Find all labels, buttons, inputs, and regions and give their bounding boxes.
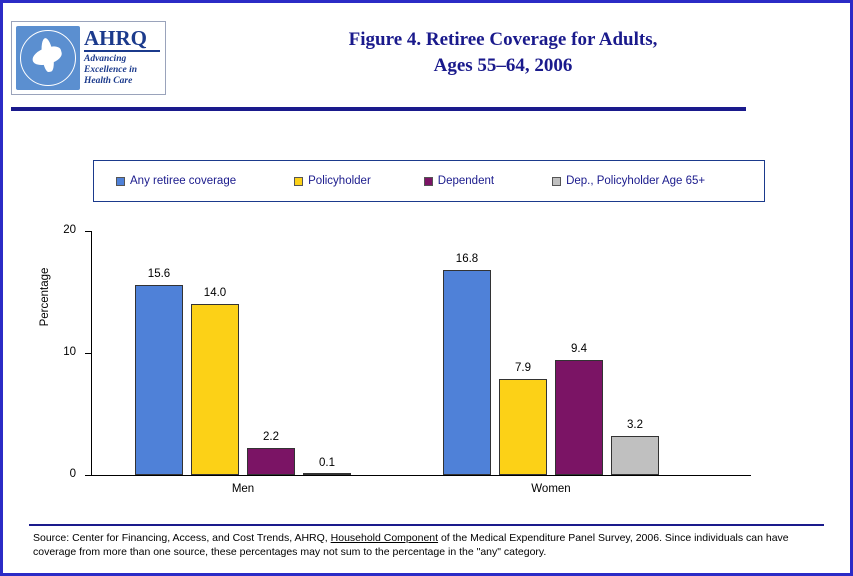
bar (611, 436, 659, 475)
page-title (173, 27, 833, 79)
bar (499, 379, 547, 475)
legend-label: Policyholder (308, 175, 371, 187)
bar (443, 270, 491, 475)
source-text-pre: Source: Center for Financing, Access, and Cost Trends, AHRQ, (33, 532, 331, 544)
legend-swatch-icon (294, 177, 303, 186)
bar (191, 304, 239, 475)
bar (247, 448, 295, 475)
source-text-post: of the Medical Expenditure Panel Survey, 2006. Since individuals can have coverage from more than one source, these percentages may not sum to the percentage in the "any" category. (33, 532, 789, 558)
legend-label: Any retiree coverage (130, 175, 237, 187)
y-axis-tick (63, 346, 91, 358)
source-text-underlined: Household Component (330, 532, 439, 544)
y-axis-tick-label: 10 (63, 346, 76, 358)
title-line-1: Figure 4. Retiree Coverage for Adults, (348, 29, 658, 50)
hhs-seal-icon (16, 26, 80, 90)
y-axis-tick-label: 20 (63, 224, 76, 236)
bar-value-label: 16.8 (455, 253, 479, 266)
y-axis-tick (63, 224, 91, 236)
bar-value-label: 9.4 (571, 343, 587, 356)
legend-swatch-icon (116, 177, 125, 186)
bar-value-label: 0.1 (319, 456, 335, 469)
legend-label: Dep., Policyholder Age 65+ (566, 175, 706, 187)
logo-divider (84, 50, 160, 52)
bar (555, 360, 603, 475)
y-axis-tick-label: 0 (69, 468, 76, 480)
bar-value-label: 15.6 (147, 267, 171, 280)
footer-divider (29, 524, 824, 526)
bar-value-label: 2.2 (263, 431, 279, 444)
legend-swatch-icon (424, 177, 433, 186)
bar (303, 473, 351, 475)
legend-label: Dependent (437, 175, 495, 187)
header-divider (11, 107, 746, 111)
x-axis-category-label: Men (231, 483, 255, 495)
ahrq-tagline-2: Excellence in (84, 65, 138, 75)
plot-area (63, 224, 751, 495)
ahrq-tagline-3: Health Care (84, 76, 133, 86)
ahrq-acronym: AHRQ (84, 26, 147, 50)
bar (135, 285, 183, 475)
bar-value-label: 14.0 (203, 287, 227, 300)
legend-item-policyholder (294, 175, 371, 187)
y-axis-label: Percentage (39, 267, 51, 327)
y-axis-line (91, 231, 92, 476)
title-line-2: Ages 55–64, 2006 (433, 55, 573, 76)
legend-swatch-icon (552, 177, 561, 186)
seal-bird-icon (32, 38, 64, 78)
x-axis-category-label: Women (531, 483, 571, 495)
ahrq-tagline-1: Advancing (84, 54, 127, 64)
x-axis-line (91, 475, 751, 476)
y-axis-tick (69, 468, 91, 480)
bar-value-label: 3.2 (627, 418, 643, 431)
legend-item-dependent (424, 175, 494, 187)
bar-value-label: 7.9 (515, 361, 531, 374)
chart-legend (93, 160, 765, 202)
figure-header (3, 3, 850, 107)
ahrq-logo-text (84, 27, 164, 87)
legend-item-dep-policyholder-65plus (552, 175, 705, 187)
legend-item-any-retiree-coverage (116, 175, 236, 187)
ahrq-logo (11, 21, 166, 95)
source-note (33, 531, 823, 559)
